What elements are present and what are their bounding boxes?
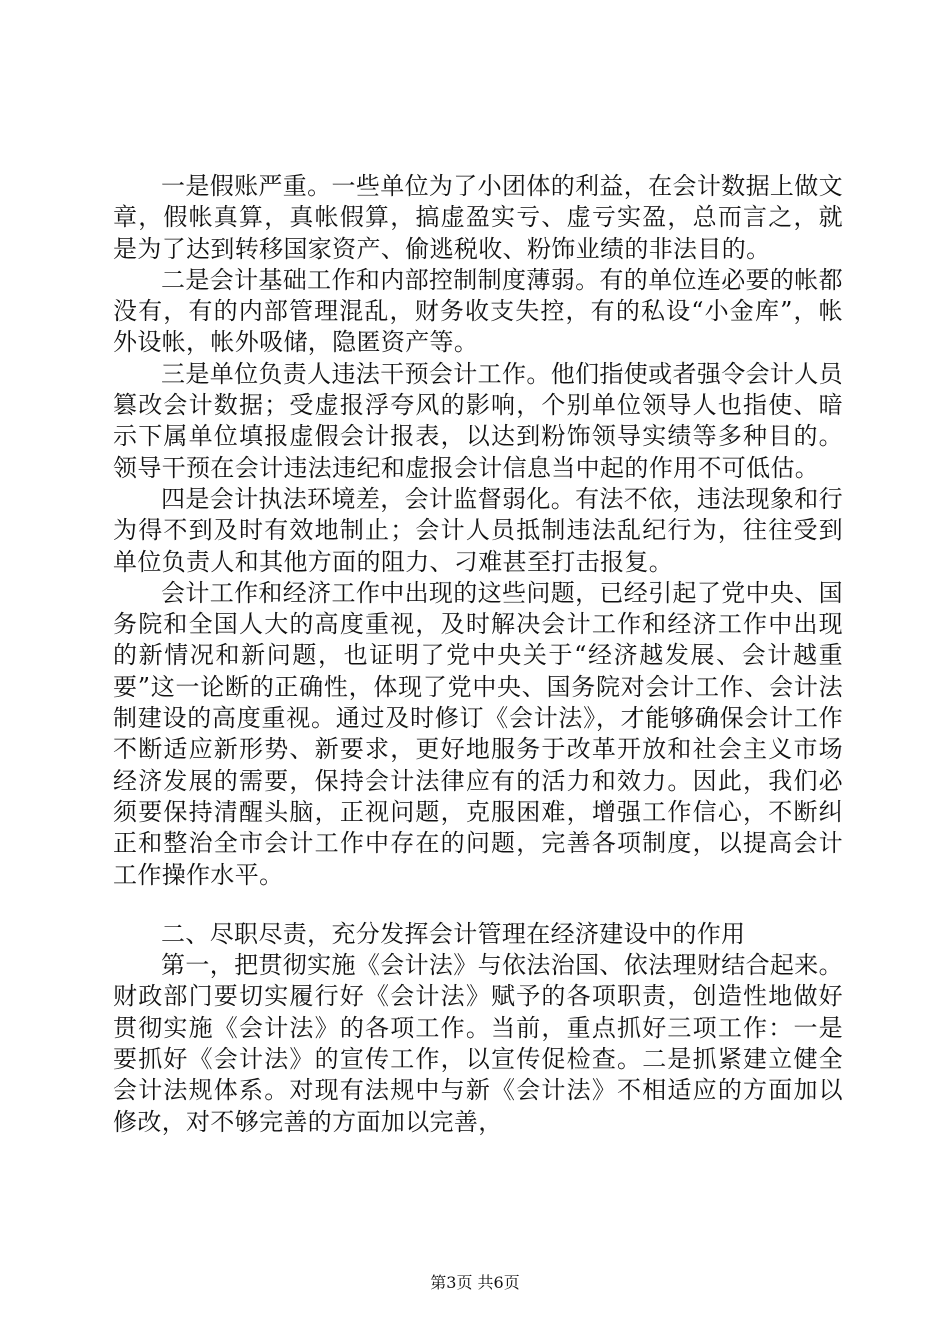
document-body xyxy=(113,171,843,1138)
paragraph-fake-accounts: 一是假账严重。一些单位为了小团体的利益，在会计数据上做文章，假帐真算，真帐假算，搞虚盈实亏、虚亏实盈，总而言之，就是为了达到转移国家资产、偷逃税收、粉饰业绩的非法目的。 xyxy=(113,172,843,263)
page-number-footer: 第3页 共6页 xyxy=(430,1273,520,1292)
paragraph-enforcement-environment: 四是会计执法环境差，会计监督弱化。有法不依，违法现象和行为得不到及时有效地制止；会计人员抵制违法乱纪行为，往往受到单位负责人和其他方面的阻力、刁难甚至打击报复。 xyxy=(113,484,843,576)
paragraph-leader-interference: 三是单位负责人违法干预会计工作。他们指使或者强令会计人员篡改会计数据；受虚报浮夸风的影响，个别单位领导人也指使、暗示下属单位填报虚假会计报表，以达到粉饰领导实绩等多种目的。领导干预在会计违法违纪和虚报会计信息当中起的作用不可低估。 xyxy=(113,359,843,482)
paragraph-first-measure: 第一，把贯彻实施《会计法》与依法治国、依法理财结合起来。财政部门要切实履行好《会计法》赋予的各项职责，创造性地做好贯彻实施《会计法》的各项工作。当前，重点抓好三项工作：一是要抓好《会计法》的宣传工作，以宣传促检查。二是抓紧建立健全会计法规体系。对现有法规中与新《会计法》不相适应的方面加以修改，对不够完善的方面加以完善， xyxy=(113,951,843,1136)
paragraph-central-attention: 会计工作和经济工作中出现的这些问题，已经引起了党中央、国务院和全国人大的高度重视，及时解决会计工作和经济工作中出现的新情况和新问题，也证明了党中央关于“经济越发展、会计越重要”这一论断的正确性，体现了党中央、国务院对会计工作、会计法制建设的高度重视。通过及时修订《会计法》，才能够确保会计工作不断适应新形势、新要求，更好地服务于改革开放和社会主义市场经济发展的需要，保持会计法律应有的活力和效力。因此，我们必须要保持清醒头脑，正视问题，克服困难，增强工作信心，不断纠正和整治全市会计工作中存在的问题，完善各项制度，以提高会计工作操作水平。 xyxy=(113,578,843,889)
section-heading: 二、尽职尽责，充分发挥会计管理在经济建设中的作用 xyxy=(161,919,746,948)
paragraph-weak-controls: 二是会计基础工作和内部控制制度薄弱。有的单位连必要的帐都没有，有的内部管理混乱，财务收支失控，有的私设“小金库”，帐外设帐，帐外吸储，隐匿资产等。 xyxy=(113,265,843,357)
